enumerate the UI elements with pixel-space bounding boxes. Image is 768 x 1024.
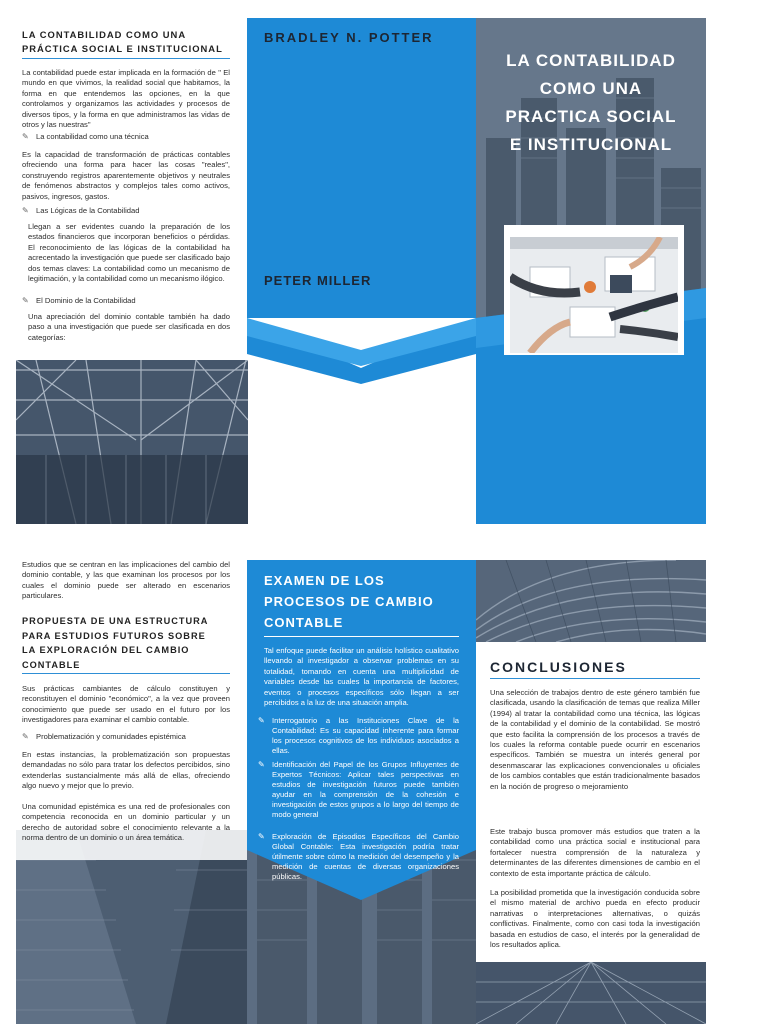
bullet-item: ✎ El Dominio de la Contabilidad	[22, 296, 136, 305]
bullet-item: ✎ Identificación del Papel de los Grupos Influyentes de Expertos Técnicos: Aplicar tales perspectivas en estudios de investigación futuros puede también ayudar en la comprensión de la cohesión e investigación de estos grupos a lo largo del tiempo de modo general	[258, 760, 459, 819]
paragraph: Llegan a ser evidentes cuando la preparación de los estados financieros que incorporan beneficios o pérdidas. El reconocimiento de las lógicas de la contabilidad ha acrecentado la investigación que puede ser clasificado bajo dos temas claves: La contabilidad como un mecanismo de legitimación, y la contabilidad como un mecanismo ilógico.	[28, 222, 230, 284]
section-heading: LA CONTABILIDAD COMO UNA PRÁCTICA SOCIAL E INSTITUCIONAL	[22, 29, 223, 54]
bullet-item: ✎ Las Lógicas de la Contabilidad	[22, 206, 140, 215]
section-heading: PROPUESTA DE UNA ESTRUCTURA PARA ESTUDIOS FUTUROS SOBRE LA EXPLORACIÓN DEL CAMBIO CONTABLE	[22, 616, 209, 670]
cover-panel	[476, 18, 706, 524]
bullet-item: ✎ Exploración de Episodios Específicos del Cambio Global Contable: Esta investigación podría tratar útilmente sobre cómo la medición del desempeño y la medición de cuentas de diversas organizaciones públicas.	[258, 832, 459, 881]
architecture-photo	[16, 360, 248, 524]
paragraph: Este trabajo busca promover más estudios que traten a la contabilidad como una práctica social e institucional para fortalecer nuestra comprensión de la naturaleza y determinantes de las diferentes dimensiones de cambio en el contexto de esta importante práctica de cálculo.	[490, 827, 700, 878]
section-heading: CONCLUSIONES	[490, 659, 627, 675]
top-middle-panel	[247, 18, 476, 524]
top-left-panel	[16, 18, 248, 524]
heading-underline	[22, 58, 230, 59]
pen-icon: ✎	[22, 732, 29, 741]
cover-title: LA CONTABILIDAD COMO UNA PRACTICA SOCIAL E INSTITUCIONAL	[505, 51, 677, 154]
architecture-photo	[476, 962, 706, 1024]
heading-underline	[22, 673, 230, 674]
heading-underline	[490, 678, 700, 679]
heading-underline	[264, 636, 459, 637]
paragraph: Una apreciación del dominio contable también ha dado paso a una investigación que puede ser clasificada en dos categorías:	[28, 312, 230, 342]
pen-icon: ✎	[22, 132, 29, 141]
bullet-item: ✎ Problematización y comunidades epistémica	[22, 732, 186, 741]
bottom-right-panel	[476, 560, 706, 1024]
paragraph: Sus prácticas cambiantes de cálculo constituyen y reconstituyen el dominio "económico", a la vez que proveen conocimiento que puede ser usado en el futuro por los investigadores para examinar el cambio contable.	[22, 684, 230, 725]
bottom-left-panel	[16, 560, 248, 1024]
pen-icon: ✎	[22, 206, 29, 215]
intro-paragraph: Estudios que se centran en las implicaciones del cambio del dominio contable, y las que examinan los procesos por los cuales el dominio puede ser alterado en escenarios particulares.	[22, 560, 230, 601]
section-heading: EXAMEN DE LOS PROCESOS DE CAMBIO CONTABLE	[264, 573, 434, 630]
paragraph: Una comunidad epistémica es una red de profesionales con competencia reconocida en un dominio particular y un derecho de autoridad sobre el conocimiento relevante a la norma dentro de un dominio o un área temática.	[22, 802, 230, 843]
pen-icon: ✎	[258, 832, 265, 841]
meeting-photo	[510, 237, 678, 353]
bullet-item: ✎ Interrogatorio a las Instituciones Clave de la Contabilidad: Es su capacidad inherente para formar los procesos cognitivos de los individuos asociados a ellas.	[258, 716, 459, 755]
pen-icon: ✎	[258, 760, 265, 769]
intro-paragraph: Tal enfoque puede facilitar un análisis holístico cualitativo llevando al investigador a observar problemas en su totalidad, tomando en cuenta una multiplicidad de variables desde las cuales la importancia de factores, eventos o procesos específicos sólo llegan a ser percibidos a la luz de una situación amplia.	[264, 646, 459, 708]
intro-paragraph: La contabilidad puede estar implicada en la formación de " El mundo en que vivimos, la realidad social que habitamos, la forma en que entendemos las opciones, en la que controlamos y organizamos las actividades y procesos de diversos tipos, y la forma en que administramos las vidas de otros y las nuestras"	[22, 68, 230, 130]
paragraph: Es la capacidad de transformación de prácticas contables ofreciendo una forma para hacer las cosas "reales", construyendo registros aparentemente objetivos y neutrales de fenómenos abstractos y complejos tales como activos, pasivos, ingresos, gastos.	[22, 150, 230, 201]
bottom-middle-panel	[247, 560, 476, 1024]
architecture-photo	[476, 560, 706, 642]
author-name: BRADLEY N. POTTER	[264, 30, 434, 45]
author-name: PETER MILLER	[264, 273, 372, 288]
paragraph: Una selección de trabajos dentro de este género también fue clasificada, usando la clasificación de temas que realiza Miller (1994) al tratar la contabilidad como una técnica, las lógicas de la contabilidad y el dominio de la contabilidad. Se mostró que esto facilita la comprensión de los procesos a través de los cuales la reforma contable puede ocurrir en escenarios específicos. También se muestra un interés general por desenmascarar las explicaciones convencionales u oficiales de los cambios contables que están tradicionalmente basados en la noción de progreso o mejoramiento	[490, 688, 700, 791]
bullet-item: ✎ La contabilidad como una técnica	[22, 132, 149, 141]
paragraph: En estas instancias, la problematización son propuestas demandadas no sólo para tratar los defectos percibidos, sino extenderlas sustancialmente más allá de ellas, ofreciendo algo nuevo y mejor que lo previo.	[22, 750, 230, 791]
pen-icon: ✎	[22, 296, 29, 305]
paragraph: La posibilidad prometida que la investigación conducida sobre el mismo material de archivo pueda en efecto producir narrativas o interpretaciones alternativas, o quizás conflictivas. Finalmente, como con casi toda la investigación basada en estudios de caso, el interés por la generalidad de los resultados aplica.	[490, 888, 700, 950]
pen-icon: ✎	[258, 716, 265, 725]
